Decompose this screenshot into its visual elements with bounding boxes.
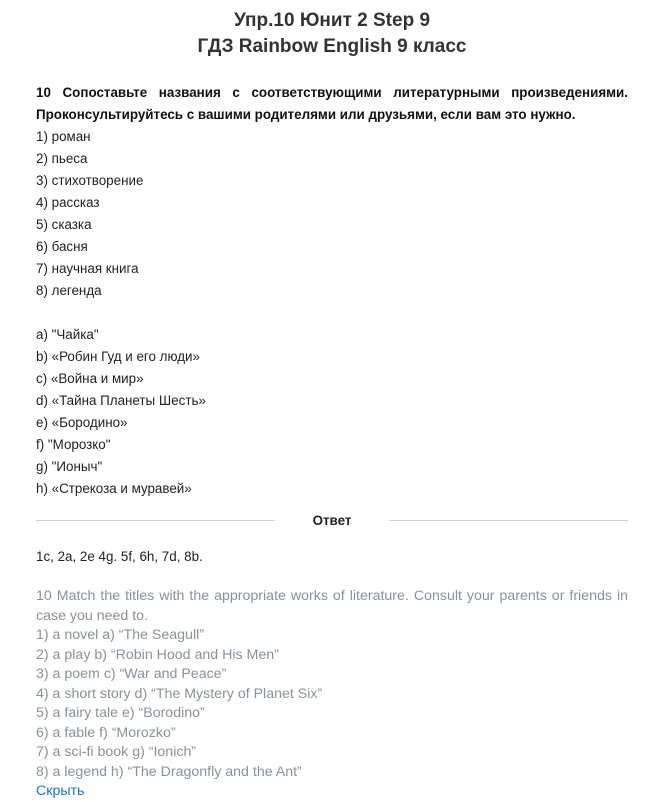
titles-list xyxy=(36,324,628,500)
translation-line: 1) a novel a) “The Seagull” xyxy=(36,627,204,643)
list-item: 8) легенда xyxy=(36,283,102,298)
answer-text: 1c, 2a, 2e 4g. 5f, 6h, 7d, 8b. xyxy=(36,549,203,564)
translation-line: 3) a poem c) “War and Peace” xyxy=(36,666,227,682)
list-item: 2) пьеса xyxy=(36,151,88,166)
list-item: 3) стихотворение xyxy=(36,173,144,188)
list-item: 6) басня xyxy=(36,239,88,254)
list-item: 5) сказка xyxy=(36,217,92,232)
list-item: f) "Морозко" xyxy=(36,437,111,452)
translation-line: 6) a fable f) “Morozko” xyxy=(36,724,176,741)
translation-line: 7) a sci-fi book g) “Ionich” xyxy=(36,744,197,760)
translation-line: 4) a short story d) “The Mystery of Planet Six” xyxy=(36,685,323,702)
list-item: c) «Война и мир» xyxy=(36,371,144,386)
list-item: e) «Бородино» xyxy=(36,415,128,430)
genre-list xyxy=(36,126,628,302)
translation-line: 2) a play b) “Robin Hood and His Men” xyxy=(36,646,279,663)
translation-line: 8) a legend h) “The Dragonfly and the Ant” xyxy=(36,763,302,780)
list-item: d) «Тайна Планеты Шесть» xyxy=(36,393,206,408)
answer-divider xyxy=(36,509,628,531)
list-item: g) "Ионыч" xyxy=(36,459,103,474)
divider-line-left xyxy=(36,520,275,521)
list-item: h) «Стрекоза и муравей» xyxy=(36,481,192,496)
list-item: b) «Робин Гуд и его люди» xyxy=(36,349,200,364)
list-item: 1) роман xyxy=(36,129,91,144)
page-title: Упр.10 Юнит 2 Step 9 xyxy=(233,10,431,31)
divider-line-right xyxy=(389,520,628,521)
task-instructions: 10 Сопоставьте названия с соответствующими литературными произведениями. Проконсультируйтесь с вашими родителями или друзьями, если вам это нужно. xyxy=(36,85,628,122)
answer-heading: Ответ xyxy=(312,512,352,528)
list-item: 4) рассказ xyxy=(36,195,100,210)
hide-translation-link[interactable]: Скрыть xyxy=(36,783,85,799)
list-item: 7) научная книга xyxy=(36,261,139,276)
translation-line: 5) a fairy tale e) “Borodino” xyxy=(36,705,205,721)
page-subtitle: ГДЗ Rainbow English 9 класс xyxy=(197,36,467,57)
page-header xyxy=(36,0,628,60)
spacer xyxy=(36,302,628,324)
translation-block xyxy=(36,587,628,802)
list-item: a) "Чайка" xyxy=(36,327,99,342)
translation-intro: 10 Match the titles with the appropriate works of literature. Consult your parents or friends in case you need to. xyxy=(36,588,628,624)
